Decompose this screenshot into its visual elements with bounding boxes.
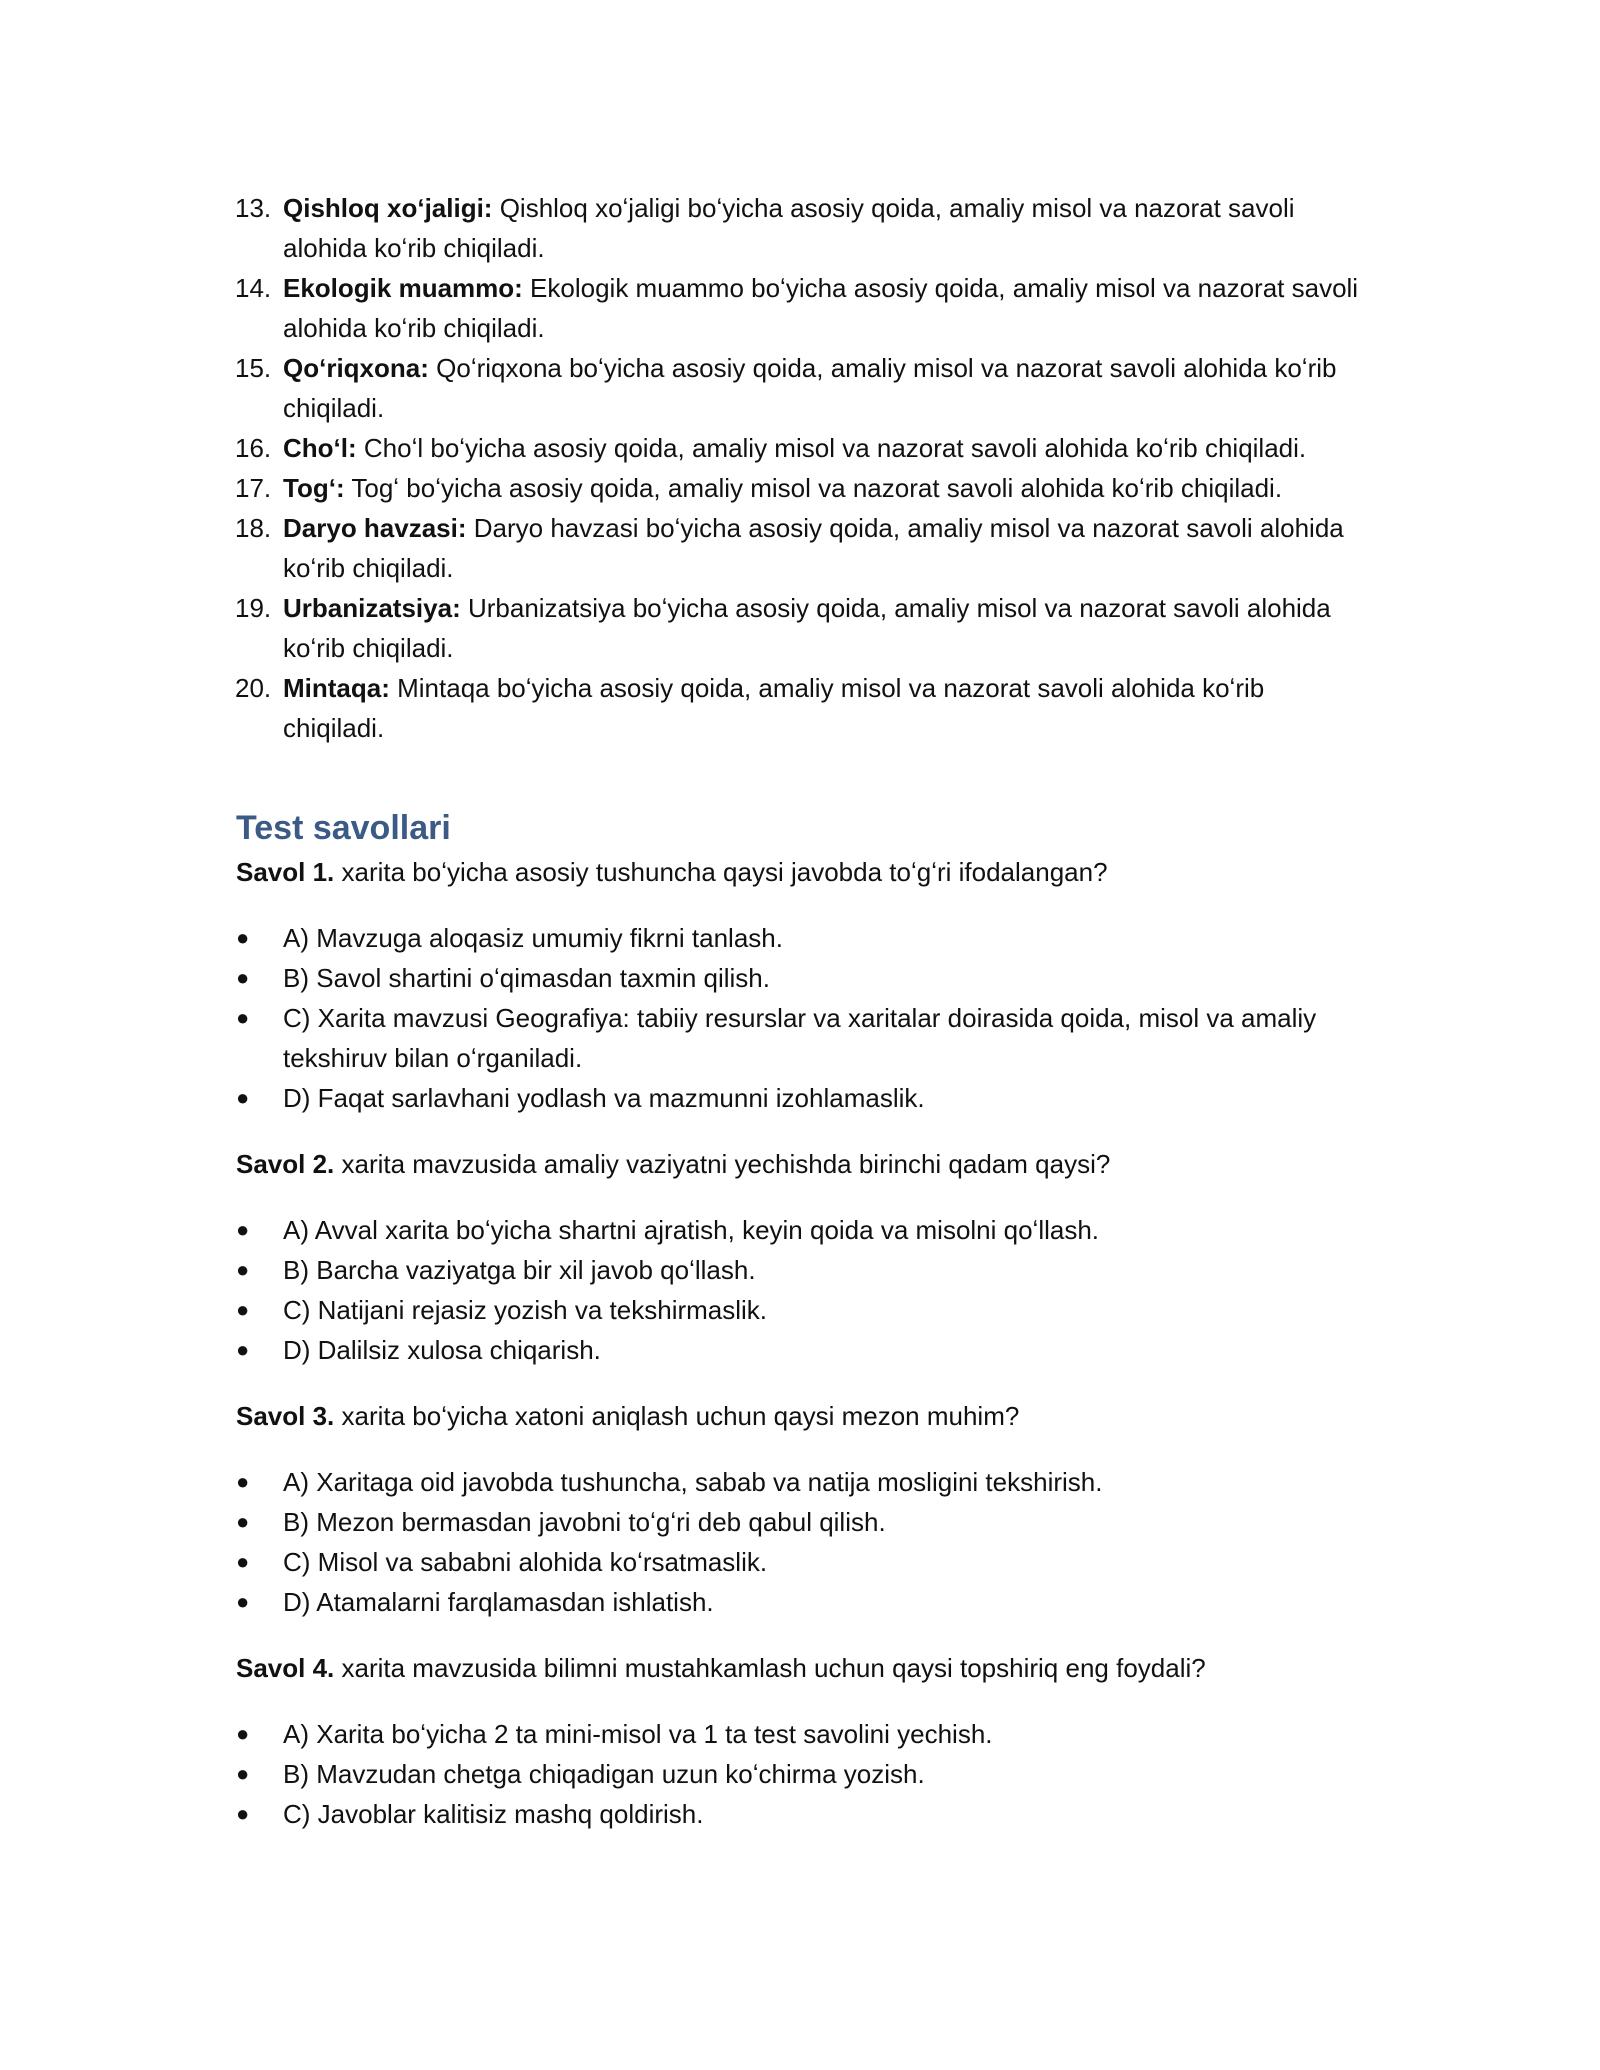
bullet-icon: ●	[236, 1589, 250, 1614]
option-item	[236, 1582, 1366, 1622]
option-item	[236, 918, 1366, 958]
list-item	[236, 588, 1366, 668]
option-item	[236, 1794, 1366, 1834]
option-text: D) Dalilsiz xulosa chiqarish.	[283, 1335, 601, 1365]
option-item	[236, 1502, 1366, 1542]
bullet-icon: ●	[236, 1257, 250, 1282]
item-text: Ekologik muammo boʻyicha asosiy qoida, amaliy misol va nazorat savoli alohida koʻrib chiqiladi.	[283, 273, 1359, 343]
question-text: xarita mavzusida amaliy vaziyatni yechishda birinchi qadam qaysi?	[334, 1149, 1111, 1179]
option-item	[236, 1330, 1366, 1370]
option-item	[236, 1290, 1366, 1330]
option-item	[236, 1542, 1366, 1582]
item-term: Togʻ:	[283, 473, 345, 503]
item-text: Togʻ boʻyicha asosiy qoida, amaliy misol va nazorat savoli alohida koʻrib chiqiladi.	[344, 473, 1283, 503]
option-text: B) Savol shartini oʻqimasdan taxmin qilish.	[283, 963, 770, 993]
question-label: Savol 3.	[236, 1401, 335, 1431]
item-term: Choʻl:	[283, 433, 357, 463]
option-item	[236, 998, 1366, 1078]
section-heading: Test savollari	[236, 809, 451, 847]
option-item	[236, 1462, 1366, 1502]
question-4-options	[236, 1714, 1366, 1834]
item-term: Ekologik muammo:	[283, 273, 523, 303]
item-number: 15.	[235, 353, 272, 383]
question-2-options	[236, 1210, 1366, 1370]
option-text: D) Faqat sarlavhani yodlash va mazmunni izohlamaslik.	[283, 1083, 925, 1113]
item-term: Urbanizatsiya:	[283, 593, 461, 623]
option-item	[236, 1754, 1366, 1794]
option-text: A) Mavzuga aloqasiz umumiy fikrni tanlash.	[283, 923, 783, 953]
list-item	[236, 188, 1366, 268]
question-3	[236, 1396, 1366, 1436]
question-2	[236, 1144, 1366, 1184]
question-label: Savol 1.	[236, 857, 335, 887]
list-item	[236, 468, 1366, 508]
option-text: C) Javoblar kalitisiz mashq qoldirish.	[283, 1799, 704, 1829]
option-text: A) Xaritaga oid javobda tushuncha, sabab va natija mosligini tekshirish.	[283, 1467, 1103, 1497]
option-text: B) Mezon bermasdan javobni toʻgʻri deb qabul qilish.	[283, 1507, 886, 1537]
question-text: xarita mavzusida bilimni mustahkamlash uchun qaysi topshiriq eng foydali?	[334, 1653, 1206, 1683]
item-number: 20.	[235, 673, 272, 703]
question-label: Savol 2.	[236, 1149, 335, 1179]
option-item	[236, 1250, 1366, 1290]
question-1-options	[236, 918, 1366, 1118]
option-text: C) Natijani rejasiz yozish va tekshirmaslik.	[283, 1295, 768, 1325]
option-text: B) Mavzudan chetga chiqadigan uzun koʻchirma yozish.	[283, 1759, 925, 1789]
item-text: Choʻl boʻyicha asosiy qoida, amaliy misol va nazorat savoli alohida koʻrib chiqiladi.	[356, 433, 1307, 463]
bullet-icon: ●	[236, 1217, 250, 1242]
bullet-icon: ●	[236, 1297, 250, 1322]
bullet-icon: ●	[236, 1761, 250, 1786]
numbered-list	[236, 188, 1366, 748]
bullet-icon: ●	[236, 925, 250, 950]
bullet-icon: ●	[236, 1085, 250, 1110]
document-page	[236, 188, 1366, 1834]
list-item	[236, 668, 1366, 748]
option-text: C) Misol va sababni alohida koʻrsatmaslik.	[283, 1547, 768, 1577]
question-text: xarita boʻyicha xatoni aniqlash uchun qaysi mezon muhim?	[334, 1401, 1020, 1431]
option-text: D) Atamalarni farqlamasdan ishlatish.	[283, 1587, 714, 1617]
option-text: A) Avval xarita boʻyicha shartni ajratish, keyin qoida va misolni qoʻllash.	[283, 1215, 1100, 1245]
list-item	[236, 508, 1366, 588]
item-term: Daryo havzasi:	[283, 513, 467, 543]
item-text: Urbanizatsiya boʻyicha asosiy qoida, amaliy misol va nazorat savoli alohida koʻrib chiqiladi.	[283, 593, 1331, 663]
list-item	[236, 428, 1366, 468]
bullet-icon: ●	[236, 1509, 250, 1534]
question-4	[236, 1648, 1366, 1688]
bullet-icon: ●	[236, 965, 250, 990]
option-text: C) Xarita mavzusi Geografiya: tabiiy resurslar va xaritalar doirasida qoida, misol va amaliy tekshiruv bilan oʻrganiladi.	[283, 1003, 1317, 1073]
option-text: B) Barcha vaziyatga bir xil javob qoʻllash.	[283, 1255, 756, 1285]
item-term: Mintaqa:	[283, 673, 390, 703]
item-number: 17.	[235, 473, 272, 503]
item-number: 14.	[235, 273, 272, 303]
question-1	[236, 852, 1366, 892]
option-text: A) Xarita boʻyicha 2 ta mini-misol va 1 ta test savolini yechish.	[283, 1719, 993, 1749]
bullet-icon: ●	[236, 1005, 250, 1030]
item-number: 16.	[235, 433, 272, 463]
item-term: Qoʻriqxona:	[283, 353, 429, 383]
item-number: 13.	[235, 193, 272, 223]
item-number: 19.	[235, 593, 272, 623]
question-text: xarita boʻyicha asosiy tushuncha qaysi javobda toʻgʻri ifodalangan?	[334, 857, 1108, 887]
bullet-icon: ●	[236, 1337, 250, 1362]
item-number: 18.	[235, 513, 272, 543]
item-text: Mintaqa boʻyicha asosiy qoida, amaliy misol va nazorat savoli alohida koʻrib chiqiladi.	[283, 673, 1265, 743]
question-label: Savol 4.	[236, 1653, 335, 1683]
option-item	[236, 1210, 1366, 1250]
bullet-icon: ●	[236, 1721, 250, 1746]
option-item	[236, 1714, 1366, 1754]
item-text: Qoʻriqxona boʻyicha asosiy qoida, amaliy misol va nazorat savoli alohida koʻrib chiqiladi.	[283, 353, 1337, 423]
item-text: Qishloq xoʻjaligi boʻyicha asosiy qoida, amaliy misol va nazorat savoli alohida koʻrib chiqiladi.	[283, 193, 1295, 263]
list-item	[236, 268, 1366, 348]
list-item	[236, 348, 1366, 428]
item-text: Daryo havzasi boʻyicha asosiy qoida, amaliy misol va nazorat savoli alohida koʻrib chiqiladi.	[283, 513, 1344, 583]
bullet-icon: ●	[236, 1469, 250, 1494]
item-term: Qishloq xoʻjaligi:	[283, 193, 493, 223]
bullet-icon: ●	[236, 1549, 250, 1574]
question-3-options	[236, 1462, 1366, 1622]
option-item	[236, 1078, 1366, 1118]
option-item	[236, 958, 1366, 998]
bullet-icon: ●	[236, 1801, 250, 1826]
